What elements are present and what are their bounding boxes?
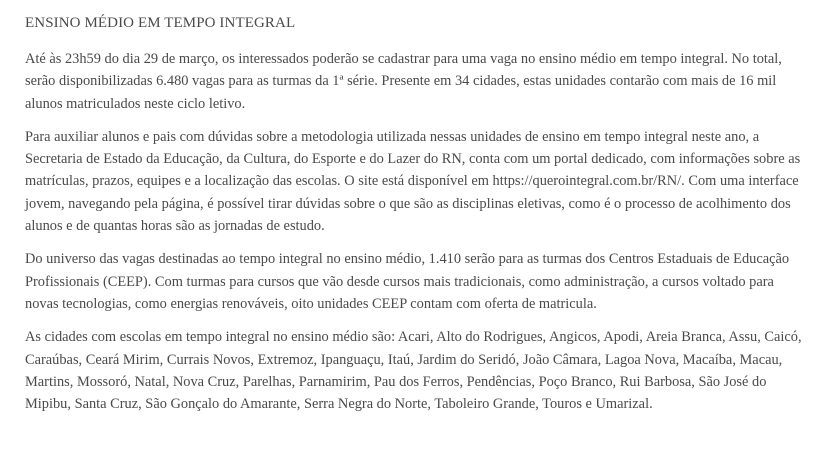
paragraph-ceep-vacancies: Do universo das vagas destinadas ao tempo integral no ensino médio, 1.410 serão para as turmas dos Centros Estaduais de Educação Profissionais (CEEP). Com turmas para cursos que vão desde cursos mais tradicionais, como administração, a cursos voltado para novas tecnologias, como energias renováveis, oito unidades CEEP contam com oferta de matricula. [25, 251, 790, 312]
article-heading: ENSINO MÉDIO EM TEMPO INTEGRAL [25, 15, 296, 31]
article-body [25, 12, 805, 426]
paragraph-registration-deadline: Até às 23h59 do dia 29 de março, os interessados poderão se cadastrar para uma vaga no ensino médio em tempo integral. No total, serão disponibilizadas 6.480 vagas para as turmas da 1ª série. Presente em 34 cidades, estas unidades contarão com mais de 16 mil alunos matriculados neste ciclo letivo. [25, 51, 782, 112]
paragraph-portal-info: Para auxiliar alunos e pais com dúvidas sobre a metodologia utilizada nessas unidades de ensino em tempo integral neste ano, a Secretaria de Estado da Educação, da Cultura, do Esporte e do Lazer do RN, conta com um portal dedicado, com informações sobre as matrículas, prazos, equipes e a localização das escolas. O site está disponível em https://querointegral.com.br/RN/. Com uma interface jovem, navegando pela página, é possível tirar dúvidas sobre o que são as disciplinas eletivas, como é o processo de acolhimento dos alunos e de quantas horas são as jornadas de estudo. [25, 128, 801, 235]
paragraph-cities-list: As cidades com escolas em tempo integral no ensino médio são: Acari, Alto do Rodrigues, Angicos, Apodi, Areia Branca, Assu, Caicó, Caraúbas, Ceará Mirim, Currais Novos, Extremoz, Ipanguaçu, Itaú, Jardim do Seridó, João Câmara, Lagoa Nova, Macaíba, Macau, Martins, Mossoró, Natal, Nova Cruz, Parelhas, Parnamirim, Pau dos Ferros, Pendências, Poço Branco, Rui Barbosa, São José do Mipibu, Santa Cruz, São Gonçalo do Amarante, Serra Negra do Norte, Taboleiro Grande, Touros e Umarizal. [25, 329, 802, 413]
